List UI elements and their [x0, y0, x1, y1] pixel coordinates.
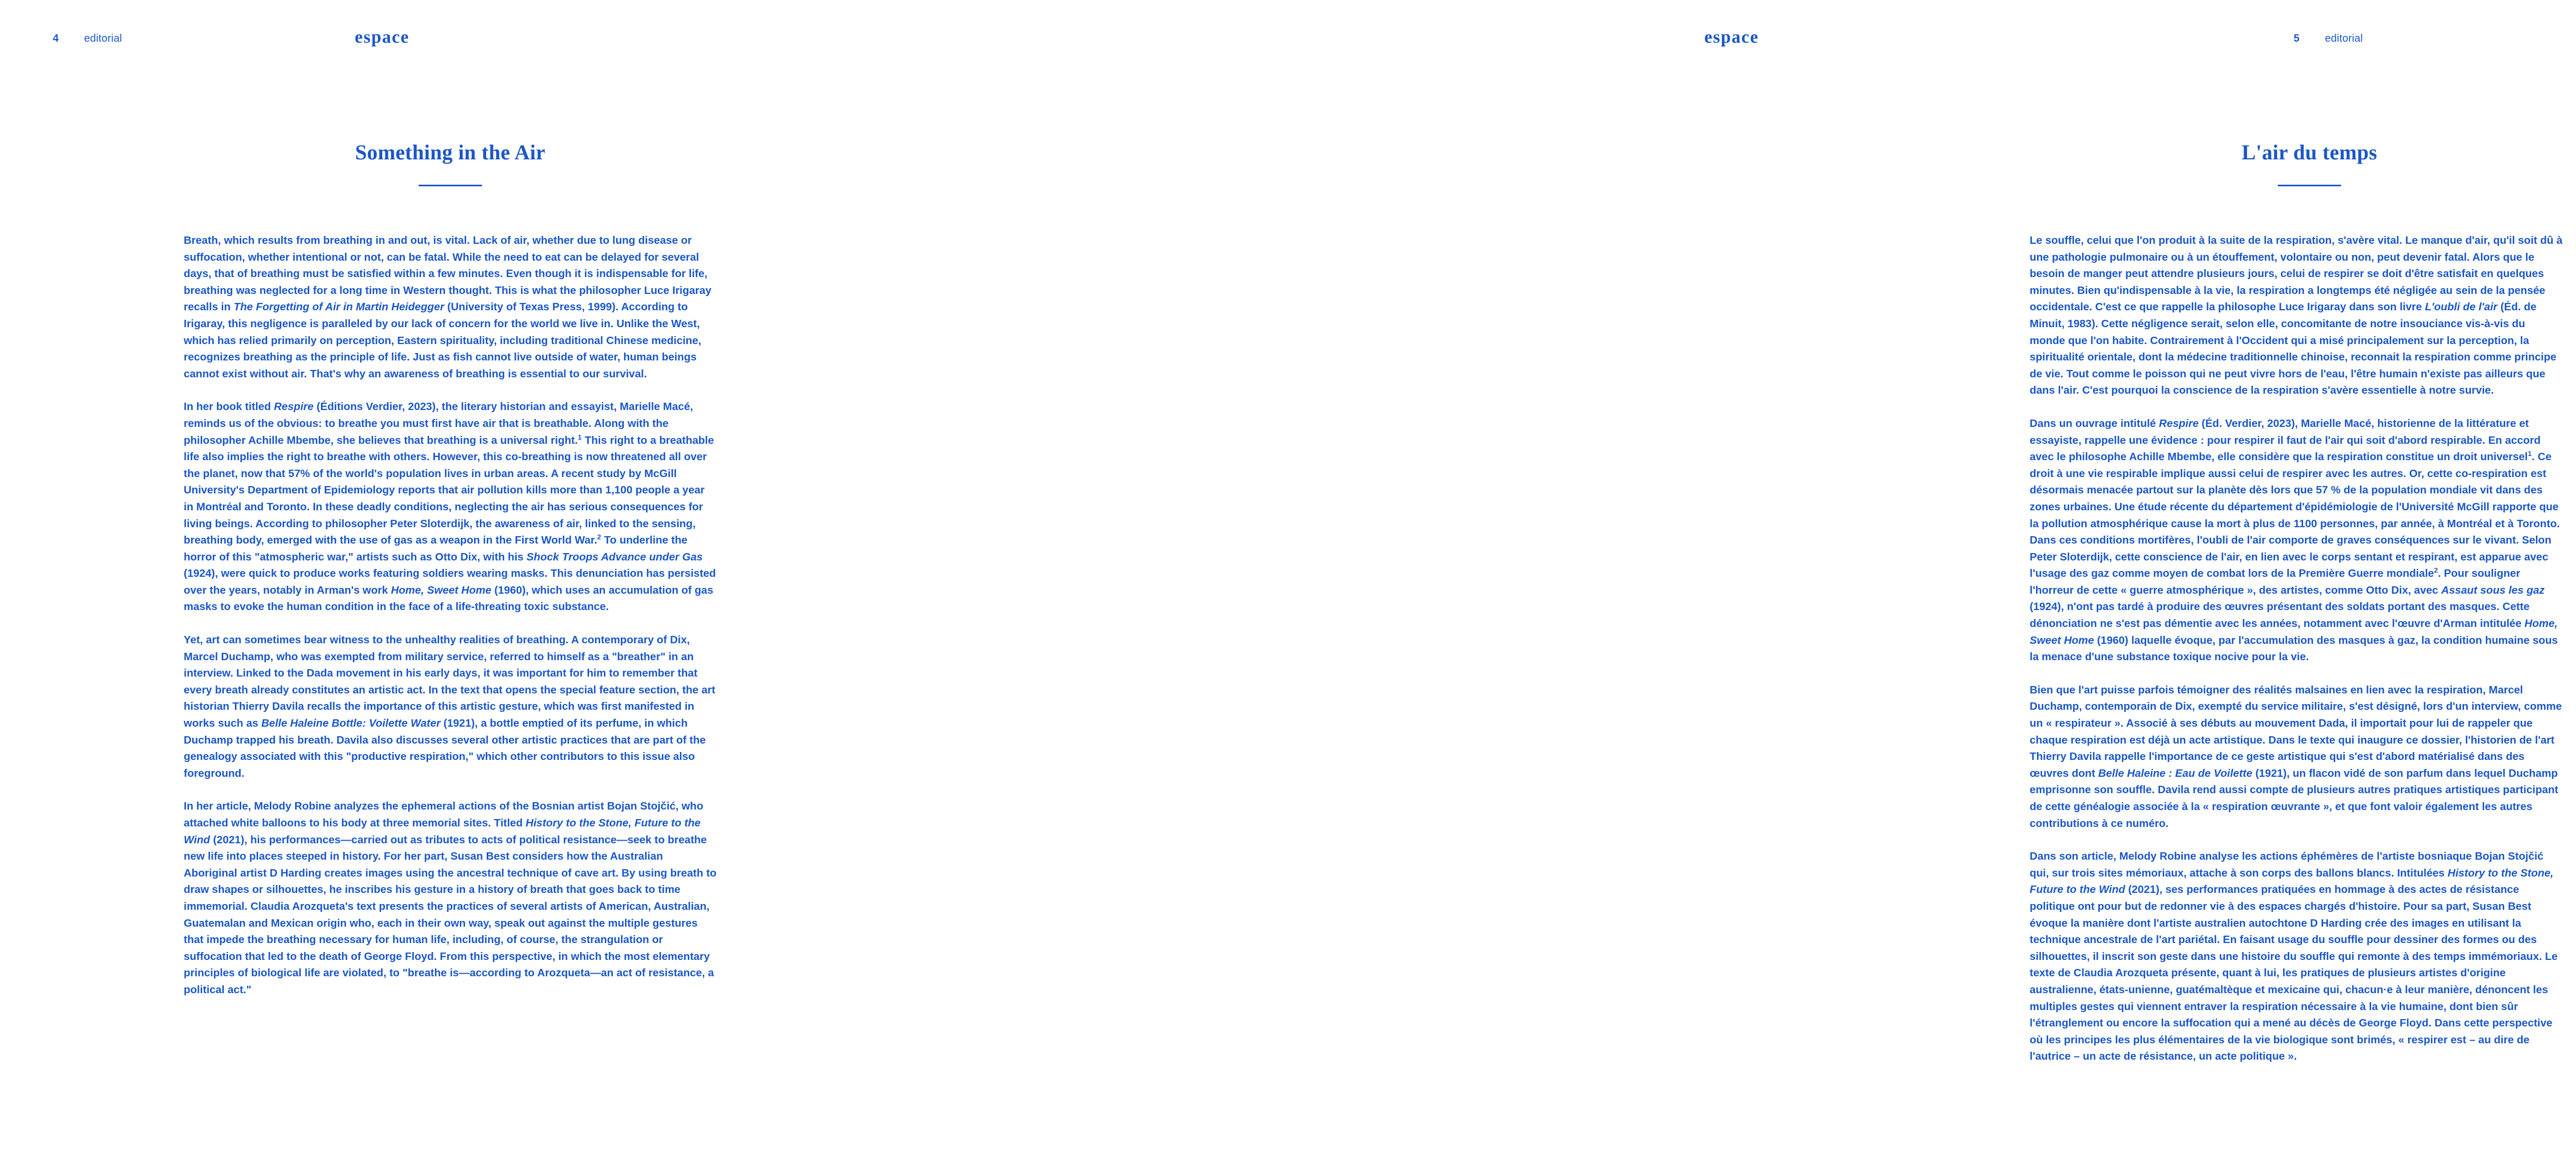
section-label-left: editorial: [84, 33, 122, 44]
folio-left: 4: [53, 33, 59, 44]
page-title-left: Something in the Air: [355, 140, 546, 164]
running-head-right: [2294, 33, 2363, 49]
brand-logo-right: espace: [1704, 27, 1759, 47]
paragraph: Dans son article, Melody Robine analyse les actions éphémères de l'artiste bosniaque Bojan Stojčić qui, sur trois sites mémoriaux, attache à son corps des ballons blancs. Intitulées History to the Stone, Future to the Wind (2021), ses performances pratiquées en hommage à des actes de résistance politique ont pour but de redonner vie à des espaces chargés d'histoire. Pour sa part, Susan Best évoque la manière dont l'artiste australien autochtone D Harding crée des images en utilisant la technique ancestrale de l'art pariétal. En faisant usage du souffle pour dessiner des formes ou des silhouettes, il inscrit son geste dans une histoire du souffle qui remonte à des temps immémoriaux. Le texte de Claudia Arozqueta présente, quant à lui, les pratiques de plusieurs artistes d'origine australienne, états-unienne, guatémaltèque et mexicaine qui, chacun·e à leur manière, dénoncent les multiples gestes qui viennent entraver la respiration nécessaire à la vie humaine, dont bien sûr l'étranglement ou encore la suffocation qui a mené au décès de George Floyd. Dans cette perspective où les principes les plus élémentaires de la vie biologique sont brimés, « respirer est – au dire de l'autrice – un acte de résistance, un acte politique ».: [2030, 850, 2558, 1063]
running-head-left: [53, 33, 122, 49]
paragraph: Yet, art can sometimes bear witness to the unhealthy realities of breathing. A contemporary of Dix, Marcel Duchamp, who was exempted from military service, referred to himself as a "breather" in an interview. Linked to the Dada movement in his early days, it was important for him to remember that every breath already constitutes an artistic act. In the text that opens the special feature section, the art historian Thierry Davila recalls the importance of this artistic gesture, which was first manifested in works such as Belle Haleine Bottle: Voilette Water (1921), a bottle emptied of its perfume, in which Duchamp trapped his breath. Davila also discusses several other artistic practices that are part of the genealogy associated with this "productive respiration," which other contributors to this issue also foreground.: [184, 634, 716, 779]
section-label-right: editorial: [2325, 33, 2363, 44]
paragraph: In her book titled Respire (Éditions Verdier, 2023), the literary historian and essayist, Marielle Macé, reminds us of the obvious: to breathe you must first have air that is breathable. Along with the philosopher Achille Mbembe, she believes that breathing is a universal right.$^1$ This right to a breathable life also implies the right to breathe with others. However, this co-breathing is now threatened all over the planet, now that 57% of the world's population lives in urban areas. A recent study by McGill University's Department of Epidemiology reports that air pollution kills more than 1,100 people a year in Montréal and Toronto. In these deadly conditions, neglecting the air has serious consequences for living beings. According to philosopher Peter Sloterdijk, the awareness of air, linked to the sensing, breathing body, emerged with the use of gas as a weapon in the First World War.$^2$ To underline the horror of this "atmospheric war," artists such as Otto Dix, with his Shock Troops Advance under Gas (1924), were quick to produce works featuring soldiers wearing masks. This denunciation has persisted over the years, notably in Arman's work Home, Sweet Home (1960), which uses an accumulation of gas masks to evoke the human condition in the face of a life-threating toxic substance.: [184, 401, 716, 613]
page-right: [911, 0, 2563, 1161]
brand-logo-left: espace: [355, 27, 410, 47]
paragraph: Dans un ouvrage intitulé Respire (Éd. Verdier, 2023), Marielle Macé, historienne de la littérature et essayiste, rappelle une évidence : pour respirer il faut de l'air qui soit d'abord respirable. En accord avec le philosophe Achille Mbembe, elle considère que la respiration constitue un droit universel$^1$. Ce droit à une vie respirable implique aussi celui de respirer avec les autres. Or, cette co-respiration est désormais menacée partout sur la planète dès lors que 57 % de la population mondiale vit dans des zones urbaines. Une étude récente du département d'épidémiologie de l'Université McGill rapporte que la pollution atmosphérique cause la mort à plus de 1100 personnes, par année, à Montréal et à Toronto. Dans ces conditions mortifères, l'oubli de l'air comporte de graves conséquences sur le vivant. Selon Peter Sloterdijk, cette conscience de l'air, en lien avec le corps sentant et respirant, est apparue avec l'usage des gaz comme moyen de combat lors de la Première Guerre mondiale$^2$. Pour souligner l'horreur de cette « guerre atmosphérique », des artistes, comme Otto Dix, avec Assaut sous les gaz (1924), n'ont pas tardé à produire des œuvres présentant des soldats portant des masques. Cette dénonciation ne s'est pas démentie avec les années, notamment avec l'œuvre d'Arman intitulée Home, Sweet Home (1960) laquelle évoque, par l'accumulation des masques à gaz, la condition humaine sous la menace d'une substance toxique nocive pour la vie.: [2030, 417, 2560, 663]
paragraph: In her article, Melody Robine analyzes the ephemeral actions of the Bosnian artist Bojan Stojčić, who attached white balloons to his body at three memorial sites. Titled History to the Stone, Future to the Wind (2021), his performances—carried out as tributes to acts of political resistance—seek to breathe new life into places steeped in history. For her part, Susan Best considers how the Australian Aboriginal artist D Harding creates images using the ancestral technique of cave art. By using breath to draw shapes or silhouettes, he inscribes his gesture in a history of breath that goes back to time immemorial. Claudia Arozqueta's text presents the practices of several artists of American, Australian, Guatemalan and Mexican origin who, each in their own way, speak out against the multiple gestures that impede the breathing necessary for human life, including, of course, the strangulation or suffocation that led to the death of George Floyd. From this perspective, in which the most elementary principles of biological life are violated, to "breathe is—according to Arozqueta—an act of resistance, a political act.": [184, 800, 717, 996]
page-left: [0, 0, 911, 1161]
title-divider-right: [2278, 185, 2341, 186]
body-text-left: [184, 232, 717, 998]
body-text-right: [2030, 232, 2563, 1065]
title-divider-left: [419, 185, 482, 186]
folio-right: 5: [2294, 33, 2300, 44]
paragraph: Breath, which results from breathing in and out, is vital. Lack of air, whether due to lung disease or suffocation, whether intentional or not, can be fatal. While the need to eat can be delayed for several days, that of breathing must be satisfied within a few minutes. Even though it is indispensable for life, breathing was neglected for a long time in Western thought. This is what the philosopher Luce Irigaray recalls in The Forgetting of Air in Martin Heidegger (University of Texas Press, 1999). According to Irigaray, this negligence is paralleled by our lack of concern for the world we live in. Unlike the West, which has relied primarily on perception, Eastern spirituality, including traditional Chinese medicine, recognizes breathing as the principle of life. Just as fish cannot live outside of water, human beings cannot exist without air. That's why an awareness of breathing is essential to our survival.: [184, 234, 712, 380]
paragraph: Bien que l'art puisse parfois témoigner des réalités malsaines en lien avec la respiration, Marcel Duchamp, contemporain de Dix, exempté du service militaire, s'est désigné, lors d'un interview, comme un « respirateur ». Associé à ses débuts au mouvement Dada, il importait pour lui de rappeler que chaque respiration est déjà un acte artistique. Dans le texte qui inaugure ce dossier, l'historien de l'art Thierry Davila rappelle l'importance de ce geste artistique qui s'est d'abord matérialisé dans des œuvres dont Belle Haleine : Eau de Voilette (1921), un flacon vidé de son parfum dans lequel Duchamp emprisonne son souffle. Davila rend aussi compte de plusieurs autres pratiques artistiques participant de cette généalogie associée à la « respiration œuvrante », et que font valoir également les autres contributions à ce numéro.: [2030, 683, 2562, 830]
paragraph: Le souffle, celui que l'on produit à la suite de la respiration, s'avère vital. Le manque d'air, qu'il soit dû à une pathologie pulmonaire ou à un étouffement, volontaire ou non, peut devenir fatal. Alors que le besoin de manger peut attendre plusieurs jours, celui de respirer se doit d'être satisfait en quelques minutes. Bien qu'indispensable à la vie, la respiration a longtemps été négligée au sein de la pensée occidentale. C'est ce que rappelle la philosophe Luce Irigaray dans son livre L'oubli de l'air (Éd. de Minuit, 1983). Cette négligence serait, selon elle, concomitante de notre insouciance vis-à-vis du monde que l'on habite. Contrairement à l'Occident qui a misé principalement sur la perception, la spiritualité orientale, dont la médecine traditionnelle chinoise, reconnait la respiration comme principe de vie. Tout comme le poisson qui ne peut vivre hors de l'eau, l'être humain n'existe pas ailleurs que dans l'air. C'est pourquoi la conscience de la respiration s'avère essentielle à notre survie.: [2030, 234, 2563, 397]
page-title-right: L'air du temps: [2241, 140, 2378, 164]
